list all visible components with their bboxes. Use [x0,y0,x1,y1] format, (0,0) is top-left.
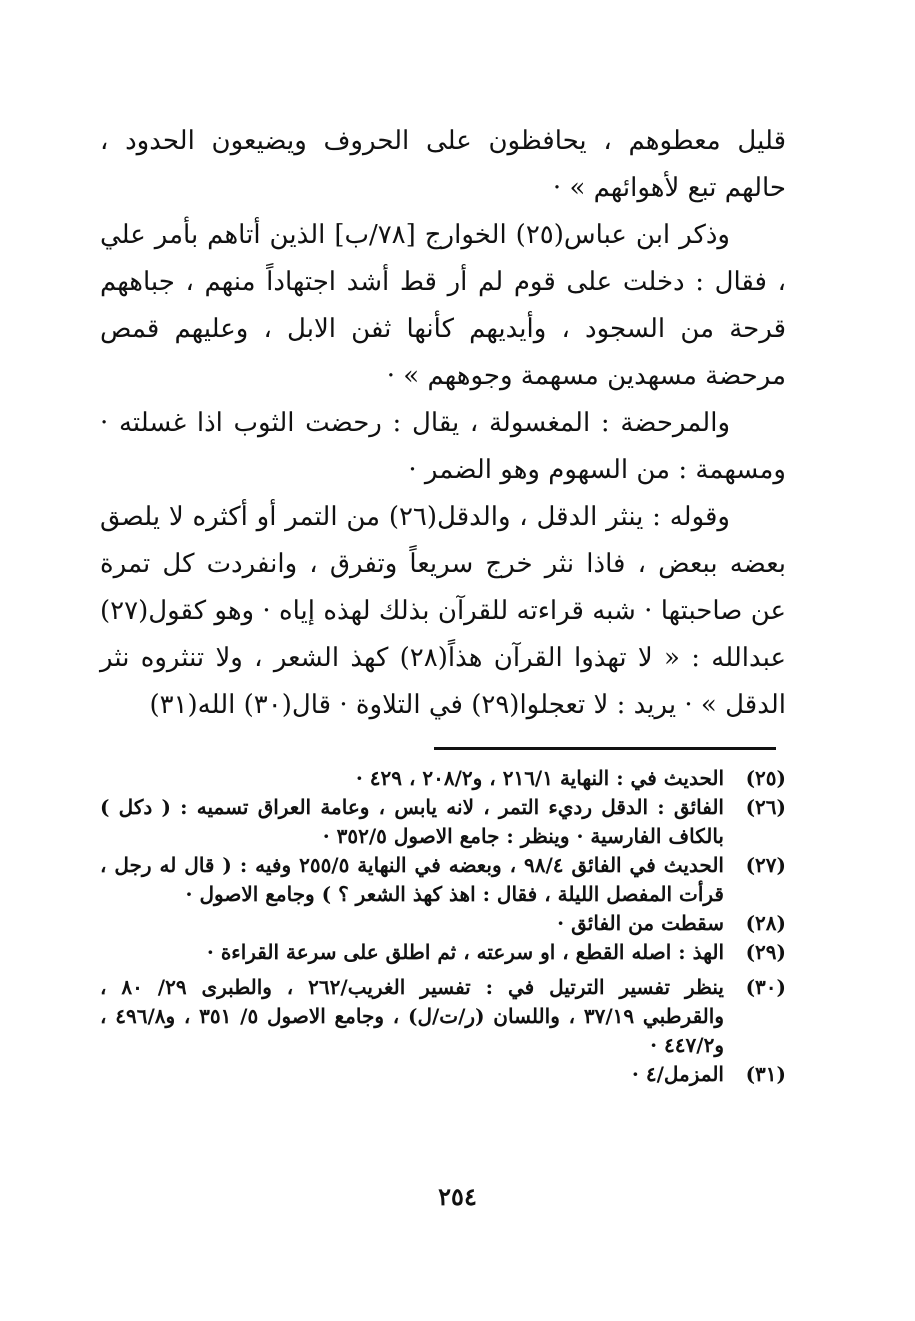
footnote-text: ينظر تفسير الترتيل في : تفسير الغريب/٢٦٢ ، والطبرى ٢٩/ ٨٠ ، والقرطبي ٣٧/١٩ ، واللسان (ر/ت/ل) ، وجامع الاصول ٥/ ٣٥١ ، و٤٩٦/٨ ، و٤٤٧/٢ · [100,975,724,1057]
page-number: ٢٥٤ [438,1182,477,1211]
footnote-number: (٢٥) [745,766,786,790]
footnote-text: الهذ : اصله القطع ، او سرعته ، ثم اطلق على سرعة القراءة · [206,940,724,964]
footnote [100,1060,786,1089]
footnote-number: (٣٠) [745,975,786,999]
footnote-text: الفائق : الدقل رديء التمر ، لانه يابس ، وعامة العراق تسميه : ( دكل ) بالكاف الفارسية · وينظر : جامع الاصول ٣٥٢/٥ · [100,795,724,848]
paragraph-2: وذكر ابن عباس(٢٥) الخوارج [٧٨/ب] الذين أتاهم بأمر علي ، فقال : دخلت على قوم لم أر قط أشد اجتهاداً منهم ، جباههم قرحة من السجود ، وأيديهم كأنها ثفن الابل ، وعليهم قمص مرحضة مسهدين مسهمة وجوههم » · [100,220,786,391]
footnotes [100,764,786,1089]
footnote-text: الحديث في : النهاية ٢١٦/١ ، و٢٠٨/٢ ، ٤٢٩ · [355,766,724,790]
footnote-text: المزمل/٤ · [631,1062,724,1086]
footnote-number: (٣١) [745,1062,786,1086]
footnote [100,764,786,793]
main-text [100,118,786,729]
footnote-number: (٢٧) [745,853,786,877]
footnote-text: الحديث في الفائق ٩٨/٤ ، وبعضه في النهاية ٢٥٥/٥ وفيه : ( قال له رجل ، قرأت المفصل الليلة ، فقال : اهذ كهذ الشعر ؟ ) وجامع الاصول · [100,853,724,906]
paragraph-4: وقوله : ينثر الدقل ، والدقل(٢٦) من التمر أو أكثره لا يلصق بعضه ببعض ، فاذا نثر خرج سريعاً وتفرق ، وانفردت كل تمرة عن صاحبتها · شبه قراءته للقرآن بذلك لهذه إياه · وهو كقول(٢٧) عبدالله : « لا تهذوا القرآن هذاً(٢٨) كهذ الشعر ، ولا تنثروه نثر الدقل » · يريد : لا تعجلوا(٢٩) في التلاوة · قال(٣٠) الله(٣١) [100,502,786,720]
footnote-number: (٢٦) [745,795,786,819]
footnote-number: (٢٨) [745,911,786,935]
footnote-number: (٢٩) [745,940,786,964]
footnote [100,973,786,1060]
paragraph-1: قليل معطوهم ، يحافظون على الحروف ويضيعون الحدود ، حالهم تبع لأهوائهم » · [100,126,786,203]
footnote [100,938,786,967]
paragraph-3: والمرحضة : المغسولة ، يقال : رحضت الثوب اذا غسلته · ومسهمة : من السهوم وهو الضمر · [100,408,786,485]
footnote [100,851,786,909]
footnote [100,909,786,938]
footnote-separator [434,747,776,750]
footnote [100,793,786,851]
footnote-text: سقطت من الفائق · [557,911,724,935]
